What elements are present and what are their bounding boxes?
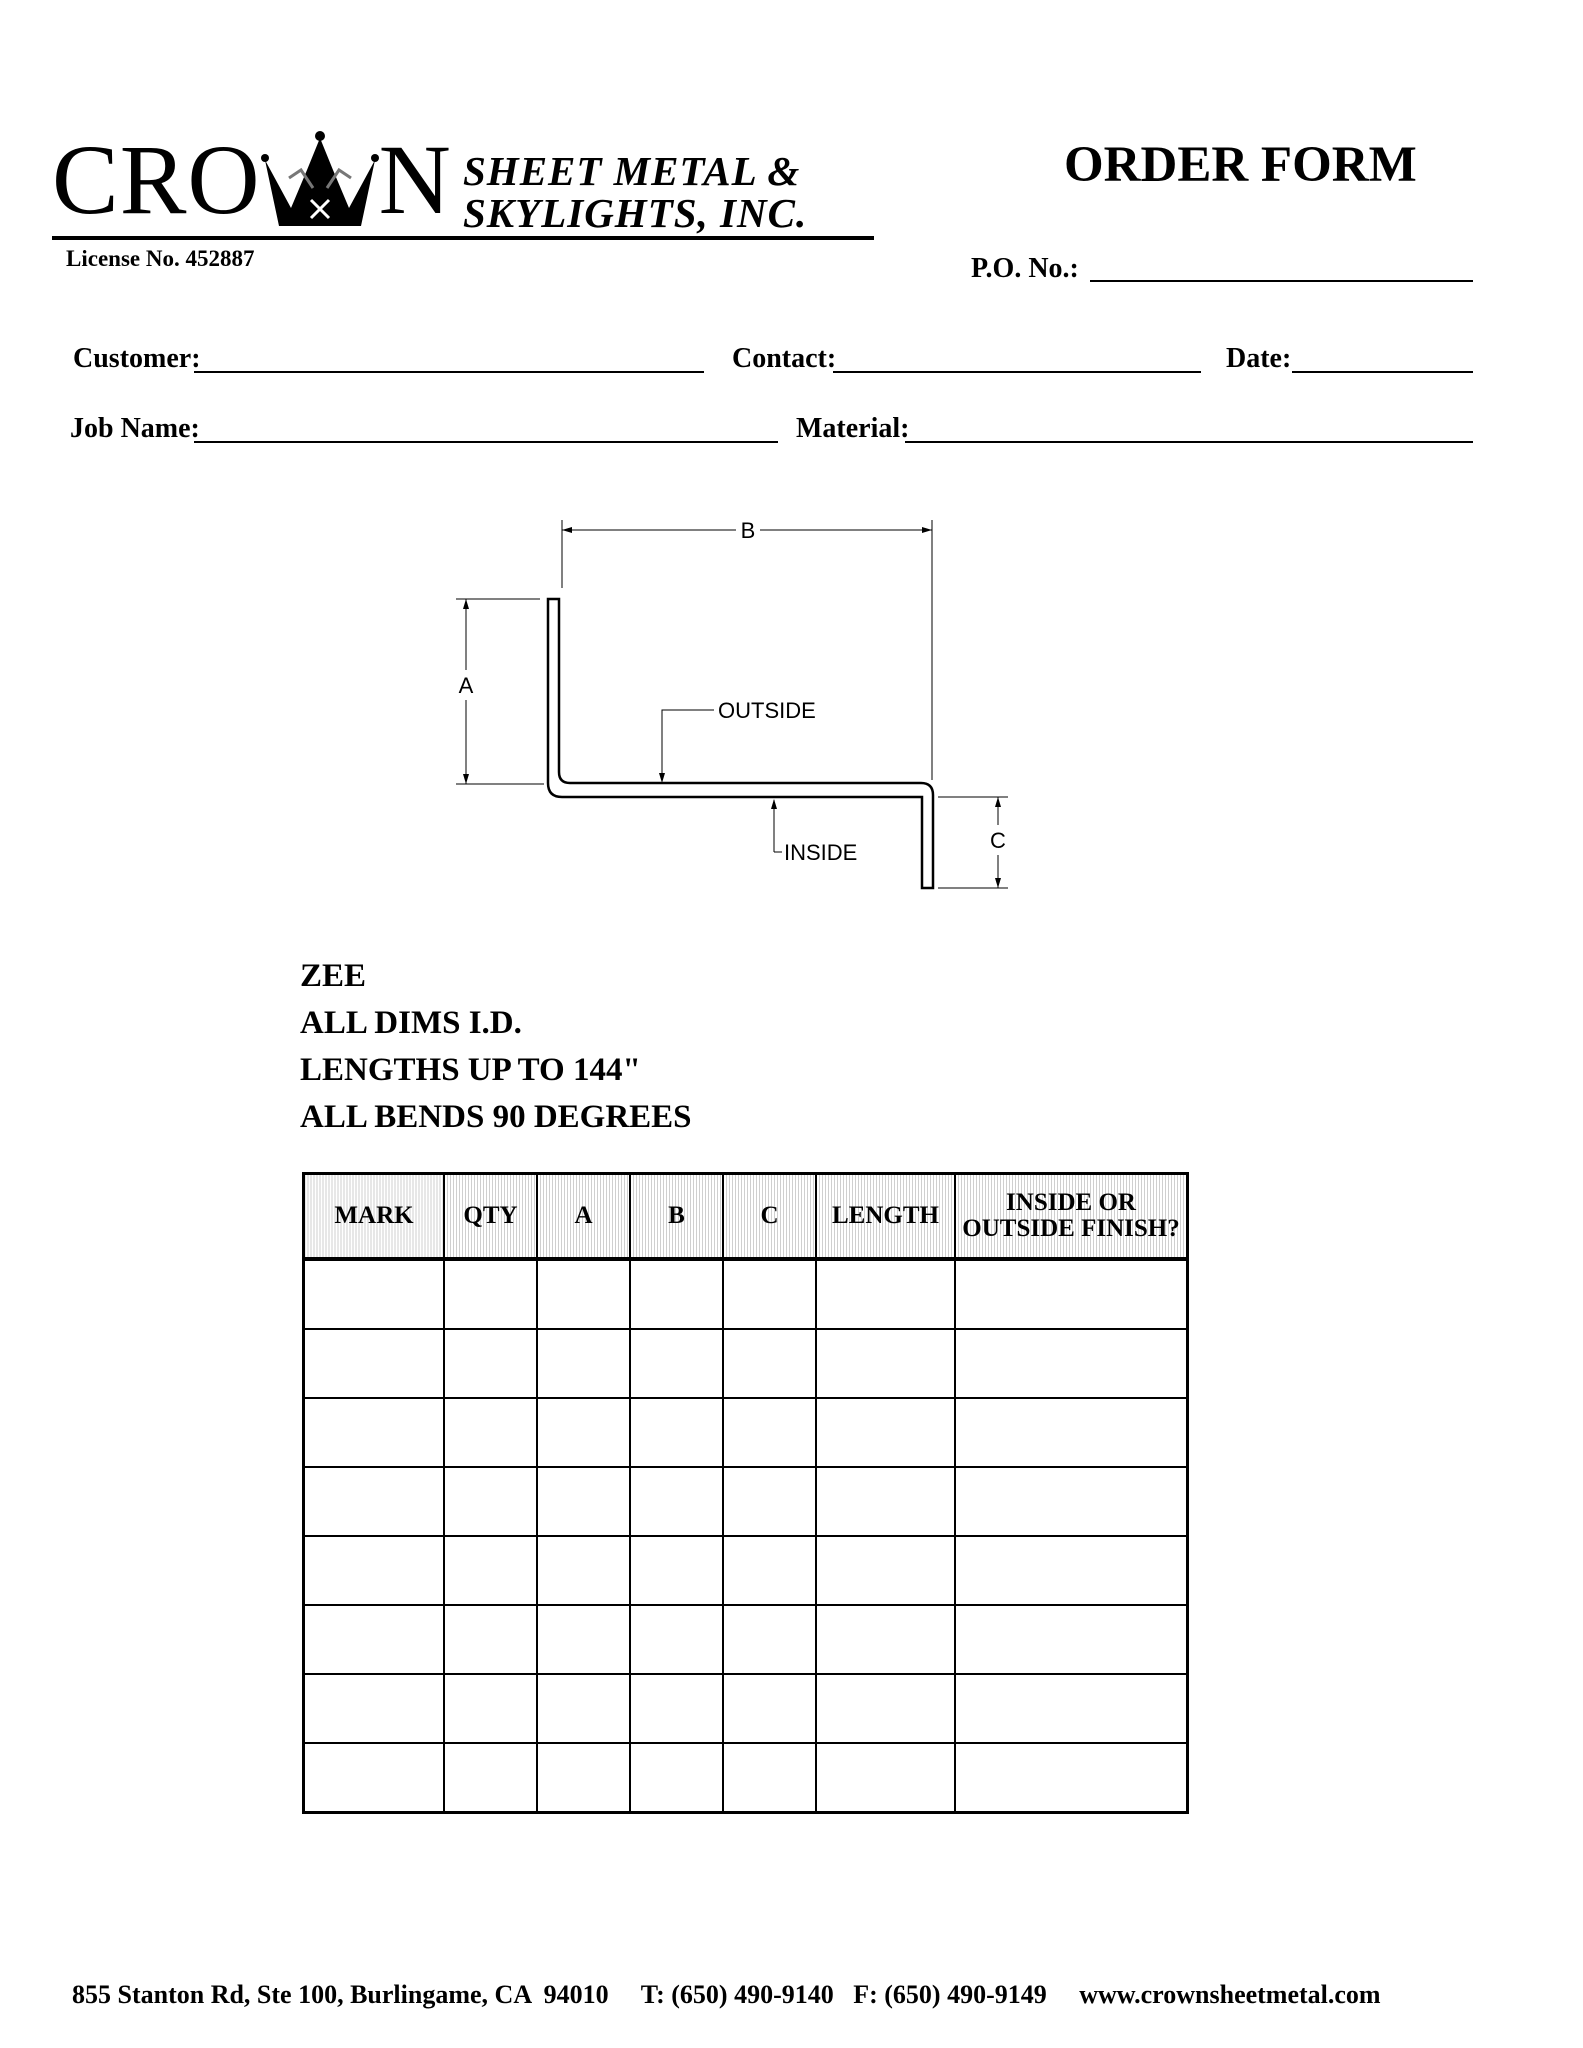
column-header-b: B [630,1174,723,1260]
company-name [463,150,807,234]
cell-length[interactable] [816,1398,955,1467]
dimension-label-c: C [990,828,1006,853]
cell-mark[interactable] [304,1467,445,1536]
cell-a[interactable] [537,1536,630,1605]
cell-finish[interactable] [955,1398,1188,1467]
table-row [304,1605,1188,1674]
cell-mark[interactable] [304,1398,445,1467]
cell-b[interactable] [630,1398,723,1467]
cell-b[interactable] [630,1605,723,1674]
material-label: Material: [796,413,910,444]
cell-qty[interactable] [444,1259,537,1329]
cell-a[interactable] [537,1743,630,1813]
form-title: ORDER FORM [1064,137,1417,193]
cell-a[interactable] [537,1259,630,1329]
cell-mark[interactable] [304,1259,445,1329]
cell-finish[interactable] [955,1674,1188,1743]
zee-profile-diagram [420,500,1040,910]
license-number: License No. 452887 [66,246,255,271]
specification-notes [300,953,692,1141]
footer-phone: T: (650) 490-9140 [640,1980,834,2009]
logo-text-right: N [378,124,452,235]
company-name-line1: SHEET METAL & [463,148,801,194]
inside-label: INSIDE [784,840,858,865]
column-header-mark: MARK [304,1174,445,1260]
material-field[interactable] [905,441,1473,443]
cell-c[interactable] [723,1536,816,1605]
note-lengths: LENGTHS UP TO 144" [300,1052,641,1088]
date-field[interactable] [1292,371,1473,373]
company-logo [52,124,452,235]
cell-qty[interactable] [444,1605,537,1674]
dimension-label-b: B [740,518,756,543]
job-name-label: Job Name: [70,413,200,444]
cell-a[interactable] [537,1467,630,1536]
cell-mark[interactable] [304,1536,445,1605]
cell-finish[interactable] [955,1467,1188,1536]
cell-a[interactable] [537,1605,630,1674]
contact-label: Contact: [732,343,837,374]
cell-finish[interactable] [955,1605,1188,1674]
cell-c[interactable] [723,1674,816,1743]
footer-fax: F: (650) 490-9149 [853,1980,1047,2009]
cell-qty[interactable] [444,1398,537,1467]
table-row [304,1674,1188,1743]
cell-a[interactable] [537,1398,630,1467]
crown-icon [261,130,379,230]
cell-length[interactable] [816,1674,955,1743]
cell-mark[interactable] [304,1743,445,1813]
dimension-label-a: A [458,673,474,698]
cell-qty[interactable] [444,1467,537,1536]
cell-b[interactable] [630,1259,723,1329]
cell-length[interactable] [816,1605,955,1674]
outside-label: OUTSIDE [718,698,816,723]
column-header-qty: QTY [444,1174,537,1260]
cell-length[interactable] [816,1467,955,1536]
cell-qty[interactable] [444,1674,537,1743]
cell-length[interactable] [816,1259,955,1329]
cell-length[interactable] [816,1743,955,1813]
contact-field[interactable] [833,371,1201,373]
job-name-field[interactable] [194,441,778,443]
table-row [304,1259,1188,1329]
table-row [304,1398,1188,1467]
cell-c[interactable] [723,1329,816,1398]
cell-length[interactable] [816,1329,955,1398]
column-header-a: A [537,1174,630,1260]
finish-header-line1: INSIDE OR [1006,1189,1136,1216]
cell-length[interactable] [816,1536,955,1605]
cell-c[interactable] [723,1467,816,1536]
cell-b[interactable] [630,1467,723,1536]
date-label: Date: [1226,343,1292,374]
cell-b[interactable] [630,1536,723,1605]
po-label: P.O. No.: [971,253,1079,284]
cell-finish[interactable] [955,1743,1188,1813]
cell-mark[interactable] [304,1605,445,1674]
cell-mark[interactable] [304,1329,445,1398]
footer-website[interactable]: www.crownsheetmetal.com [1079,1980,1381,2009]
order-table [302,1172,1189,1814]
cell-a[interactable] [537,1674,630,1743]
customer-label: Customer: [73,343,201,374]
cell-qty[interactable] [444,1329,537,1398]
cell-finish[interactable] [955,1536,1188,1605]
table-header-row [304,1174,1188,1260]
table-row [304,1467,1188,1536]
logo-text-left: CRO [52,124,261,235]
cell-a[interactable] [537,1329,630,1398]
finish-header-line2: OUTSIDE FINISH? [962,1215,1180,1242]
table-row [304,1743,1188,1813]
cell-b[interactable] [630,1329,723,1398]
zee-profile-shape [548,599,933,888]
cell-c[interactable] [723,1743,816,1813]
cell-finish[interactable] [955,1329,1188,1398]
cell-c[interactable] [723,1259,816,1329]
footer-contact [72,1980,1381,2010]
cell-qty[interactable] [444,1743,537,1813]
footer-address: 855 Stanton Rd, Ste 100, Burlingame, CA 94010 [72,1980,609,2009]
cell-finish[interactable] [955,1259,1188,1329]
cell-c[interactable] [723,1605,816,1674]
cell-qty[interactable] [444,1536,537,1605]
cell-c[interactable] [723,1398,816,1467]
cell-mark[interactable] [304,1674,445,1743]
column-header-c: C [723,1174,816,1260]
table-row [304,1536,1188,1605]
cell-b[interactable] [630,1743,723,1813]
po-field[interactable] [1090,280,1473,282]
note-dimensions: ALL DIMS I.D. [300,1005,522,1041]
column-header-length: LENGTH [816,1174,955,1260]
note-bends: ALL BENDS 90 DEGREES [300,1099,692,1135]
table-row [304,1329,1188,1398]
cell-b[interactable] [630,1674,723,1743]
column-header-finish [955,1174,1188,1260]
logo-underline [52,236,874,240]
customer-field[interactable] [194,371,704,373]
company-name-line2: SKYLIGHTS, INC. [463,190,808,236]
note-profile-type: ZEE [300,958,367,994]
